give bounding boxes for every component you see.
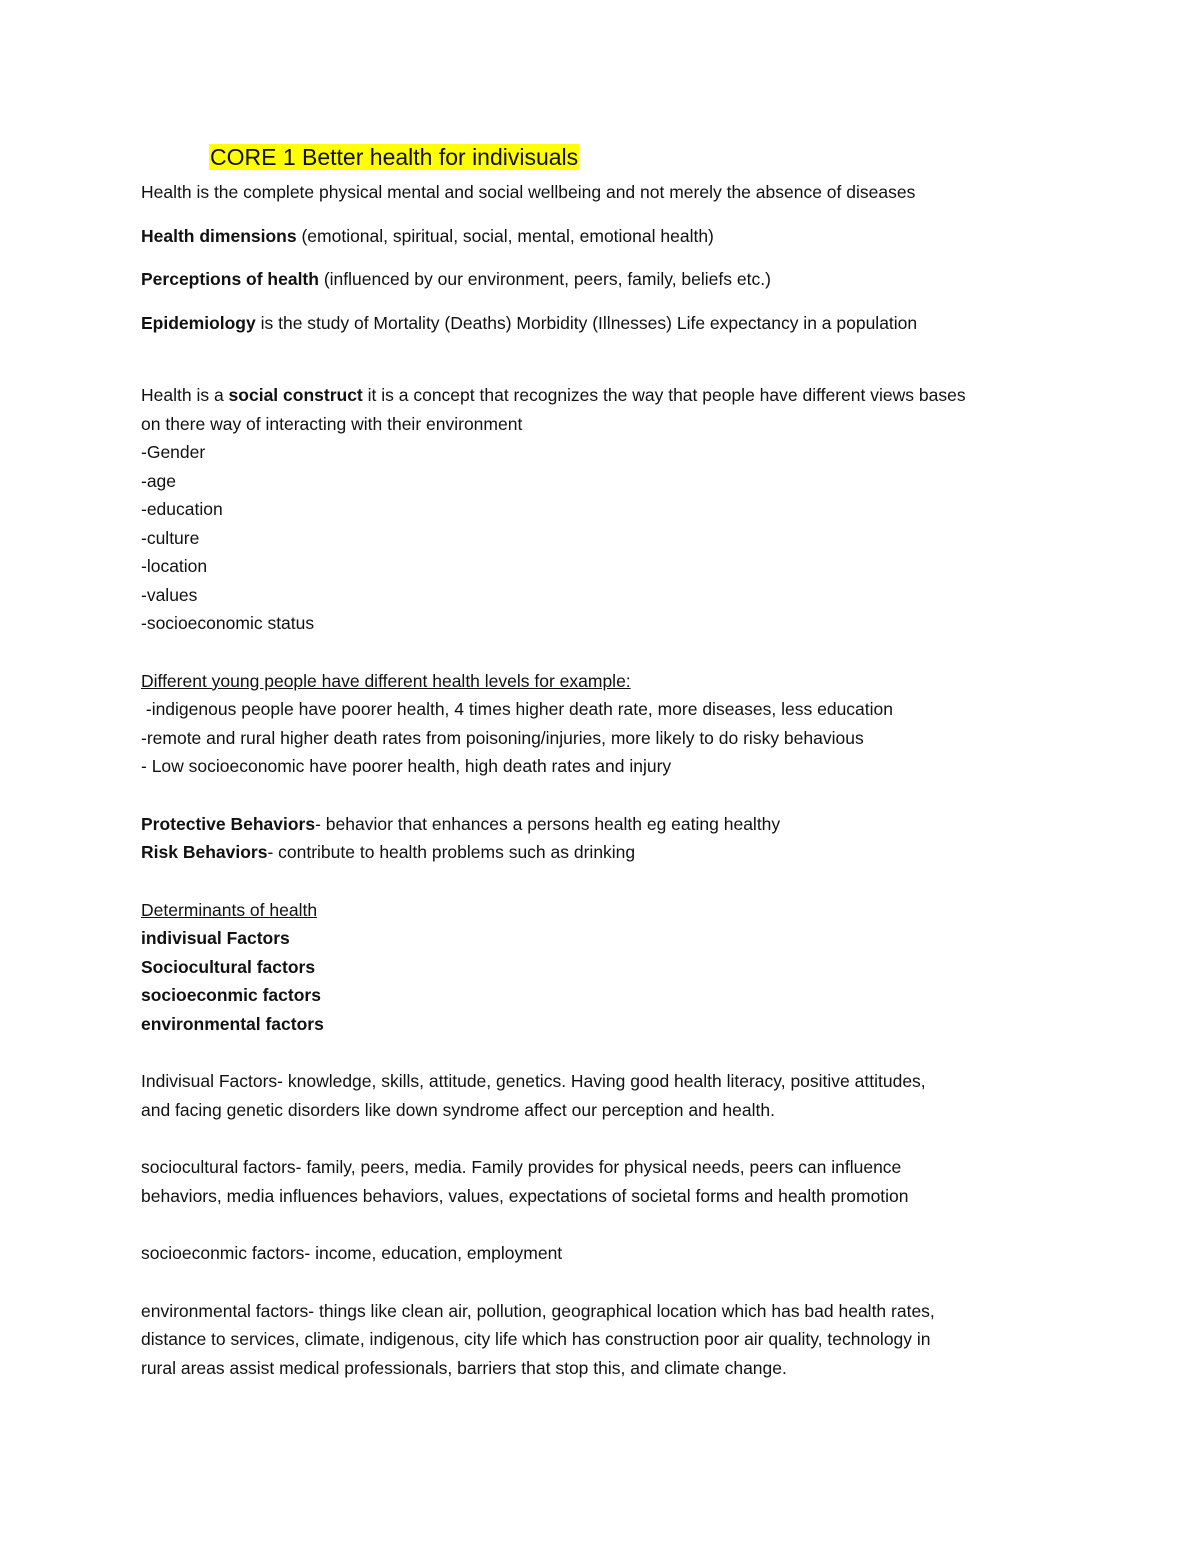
health-dimensions bbox=[141, 222, 1081, 251]
risk-behaviors bbox=[141, 838, 1081, 867]
determinant-item-label: indivisual Factors bbox=[141, 928, 290, 948]
document-title: CORE 1 Better health for indivisuals bbox=[210, 144, 579, 170]
young-people-item: -remote and rural higher death rates from poisoning/injuries, more likely to do risky behavious bbox=[141, 727, 864, 748]
construct-item: -age bbox=[141, 470, 177, 491]
epidemiology bbox=[141, 309, 1081, 338]
young-people-item: -indigenous people have poorer health, 4 times higher death rate, more diseases, less education bbox=[141, 699, 893, 719]
construct-item: -location bbox=[141, 556, 208, 576]
individual-factors-line2: and facing genetic disorders like down syndrome affect our perception and health. bbox=[141, 1099, 775, 1120]
social-construct-term: social construct bbox=[228, 385, 363, 405]
construct-item: -education bbox=[141, 499, 223, 519]
epidemiology-term: Epidemiology bbox=[141, 312, 256, 333]
sociocultural-factors-line1: sociocultural factors- family, peers, media. Family provides for physical needs, peers can influence bbox=[141, 1157, 902, 1177]
young-people-item: - Low socioeconomic have poorer health, high death rates and injury bbox=[141, 756, 672, 776]
environmental-factors-line3: rural areas assist medical professionals, barriers that stop this, and climate change. bbox=[141, 1357, 787, 1378]
construct-item: -socioeconomic status bbox=[141, 613, 315, 633]
document-body bbox=[141, 0, 1081, 1382]
construct-item: -values bbox=[141, 584, 198, 605]
health-definition: Health is the complete physical mental and social wellbeing and not merely the absence of diseases bbox=[141, 182, 916, 202]
determinant-item-label: environmental factors bbox=[141, 1013, 324, 1034]
determinants-heading bbox=[141, 896, 1081, 925]
epidemiology-text: is the study of Mortality (Deaths) Morbidity (Illnesses) Life expectancy in a population bbox=[255, 312, 918, 333]
social-construct bbox=[141, 381, 1081, 410]
determinant-item-label: socioeconmic factors bbox=[141, 985, 321, 1005]
perceptions-term: Perceptions of health bbox=[141, 269, 319, 289]
socioeconomic-factors: socioeconmic factors- income, education, employment bbox=[141, 1243, 563, 1263]
determinant-item bbox=[141, 924, 1081, 953]
determinant-item bbox=[141, 981, 1081, 1010]
risk-term: Risk Behaviors bbox=[141, 842, 268, 862]
determinant-item bbox=[141, 953, 1081, 982]
perceptions-of-health bbox=[141, 265, 1081, 294]
determinant-item-label: Sociocultural factors bbox=[141, 956, 316, 977]
environmental-factors-line1: environmental factors- things like clean air, pollution, geographical location which has bad health rates, bbox=[141, 1300, 935, 1321]
young-people-heading bbox=[141, 667, 1081, 696]
health-dimensions-text: (emotional, spiritual, social, mental, emotional health) bbox=[296, 225, 714, 246]
protective-text: - behavior that enhances a persons health eg eating healthy bbox=[315, 813, 781, 834]
individual-factors-line1: Indivisual Factors- knowledge, skills, attitude, genetics. Having good health literacy, positive attitudes, bbox=[141, 1071, 926, 1091]
social-construct-line2: on there way of interacting with their environment bbox=[141, 413, 523, 434]
perceptions-text: (influenced by our environment, peers, family, beliefs etc.) bbox=[318, 269, 771, 289]
social-construct-pre: Health is a bbox=[141, 385, 229, 405]
young-people-heading-text: Different young people have different health levels for example: bbox=[141, 670, 631, 691]
determinants-heading-text: Determinants of health bbox=[141, 899, 318, 920]
protective-behaviors bbox=[141, 810, 1081, 839]
protective-term: Protective Behaviors bbox=[141, 813, 316, 834]
title-wrap bbox=[209, 142, 1081, 178]
environmental-factors-line2: distance to services, climate, indigenous, city life which has construction poor air quality, technology in bbox=[141, 1329, 931, 1349]
determinant-item bbox=[141, 1010, 1081, 1039]
risk-text: - contribute to health problems such as drinking bbox=[267, 842, 636, 862]
construct-item: -Gender bbox=[141, 442, 206, 462]
social-construct-post: it is a concept that recognizes the way that people have different views bases bbox=[362, 385, 966, 405]
sociocultural-factors-line2: behaviors, media influences behaviors, values, expectations of societal forms and health promotion bbox=[141, 1185, 909, 1206]
construct-item: -culture bbox=[141, 527, 200, 548]
health-dimensions-term: Health dimensions bbox=[141, 225, 297, 246]
